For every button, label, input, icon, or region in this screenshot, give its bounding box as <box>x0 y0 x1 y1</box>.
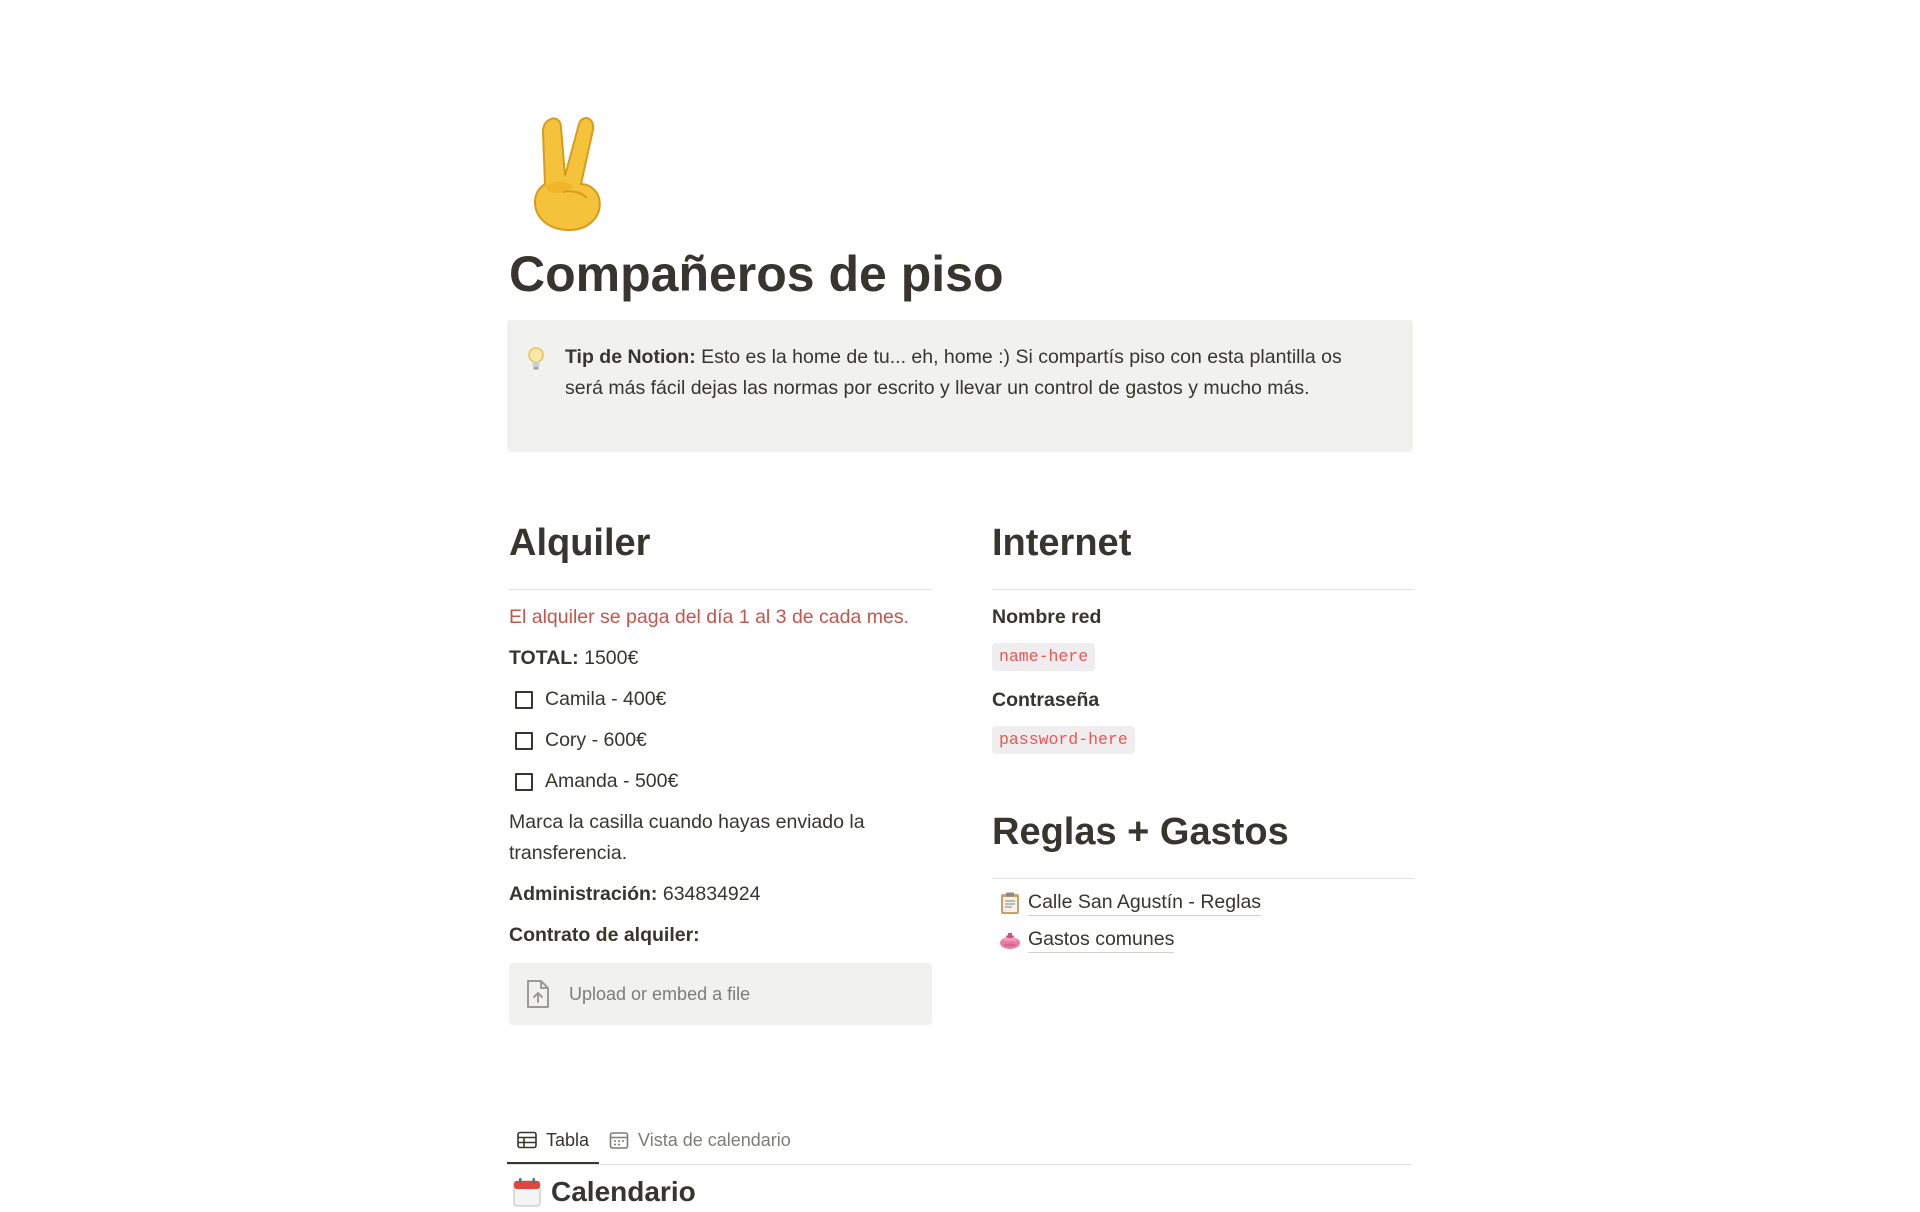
page-link-reglas[interactable] <box>992 889 1414 916</box>
todo-label: Cory - 600€ <box>545 729 647 751</box>
admin-line <box>509 879 932 910</box>
divider <box>509 589 932 590</box>
admin-label: Administración: <box>509 883 658 905</box>
divider <box>992 589 1414 590</box>
todo-label: Camila - 400€ <box>545 688 667 710</box>
tab-label: Vista de calendario <box>638 1129 791 1150</box>
piggy-bank-icon <box>998 928 1022 952</box>
network-name-row <box>992 643 1414 673</box>
victory-hand-emoji[interactable] <box>523 114 611 232</box>
calendar-emoji <box>513 1177 541 1207</box>
network-name-label: Nombre red <box>992 606 1102 628</box>
internet-column <box>992 515 1414 953</box>
tab-label: Tabla <box>546 1129 590 1150</box>
calendar-icon <box>609 1131 629 1149</box>
file-upload-icon <box>525 979 551 1009</box>
table-icon <box>517 1131 537 1149</box>
todo-label: Amanda - 500€ <box>545 770 679 792</box>
todo-checkbox[interactable] <box>515 732 533 750</box>
payment-note: El alquiler se paga del día 1 al 3 de cada mes. <box>509 606 910 628</box>
database-title-text: Calendario <box>551 1176 696 1207</box>
reglas-heading[interactable]: Reglas + Gastos <box>992 811 1289 853</box>
password-label: Contraseña <box>992 689 1100 711</box>
upload-file-block[interactable] <box>509 963 932 1025</box>
todo-item <box>509 766 932 797</box>
database-view-tabs <box>507 1118 1413 1165</box>
password-code[interactable]: password-here <box>992 726 1135 754</box>
link-label: Calle San Agustín - Reglas <box>1028 889 1261 916</box>
tab-tabla[interactable] <box>507 1118 599 1164</box>
todo-checkbox[interactable] <box>515 773 533 791</box>
todo-item <box>509 684 932 715</box>
transfer-instruction: Marca la casilla cuando hayas enviado la transferencia. <box>509 811 865 864</box>
todo-checkbox[interactable] <box>515 691 533 709</box>
upload-text: Upload or embed a file <box>569 983 751 1004</box>
database-title[interactable] <box>513 1172 696 1212</box>
callout-body: Esto es la home de tu... eh, home :) Si compartís piso con esta plantilla os será más fácil dejas las normas por escrito y llevar un control de gastos y mucho más. <box>565 346 1342 399</box>
contract-label: Contrato de alquiler: <box>509 924 700 946</box>
divider <box>992 878 1414 879</box>
notion-tip-callout[interactable] <box>507 320 1413 452</box>
page-link-gastos[interactable] <box>992 926 1414 953</box>
alquiler-heading[interactable]: Alquiler <box>509 522 651 564</box>
alquiler-column <box>509 515 932 1025</box>
admin-phone: 634834924 <box>657 883 761 905</box>
clipboard-icon <box>998 891 1022 915</box>
callout-text <box>565 342 1385 404</box>
tab-vista-calendario[interactable] <box>599 1118 801 1162</box>
page-title[interactable]: Compañeros de piso <box>509 246 1004 302</box>
total-value: 1500€ <box>578 647 639 669</box>
todo-item <box>509 725 932 756</box>
total-label: TOTAL: <box>509 647 579 669</box>
network-name-code[interactable]: name-here <box>992 643 1095 671</box>
contract-line <box>509 920 932 951</box>
password-row <box>992 726 1414 756</box>
callout-bold: Tip de Notion: <box>565 346 696 368</box>
total-line <box>509 643 932 674</box>
link-label: Gastos comunes <box>1028 926 1174 953</box>
light-bulb-icon <box>527 346 545 372</box>
internet-heading[interactable]: Internet <box>992 522 1132 564</box>
